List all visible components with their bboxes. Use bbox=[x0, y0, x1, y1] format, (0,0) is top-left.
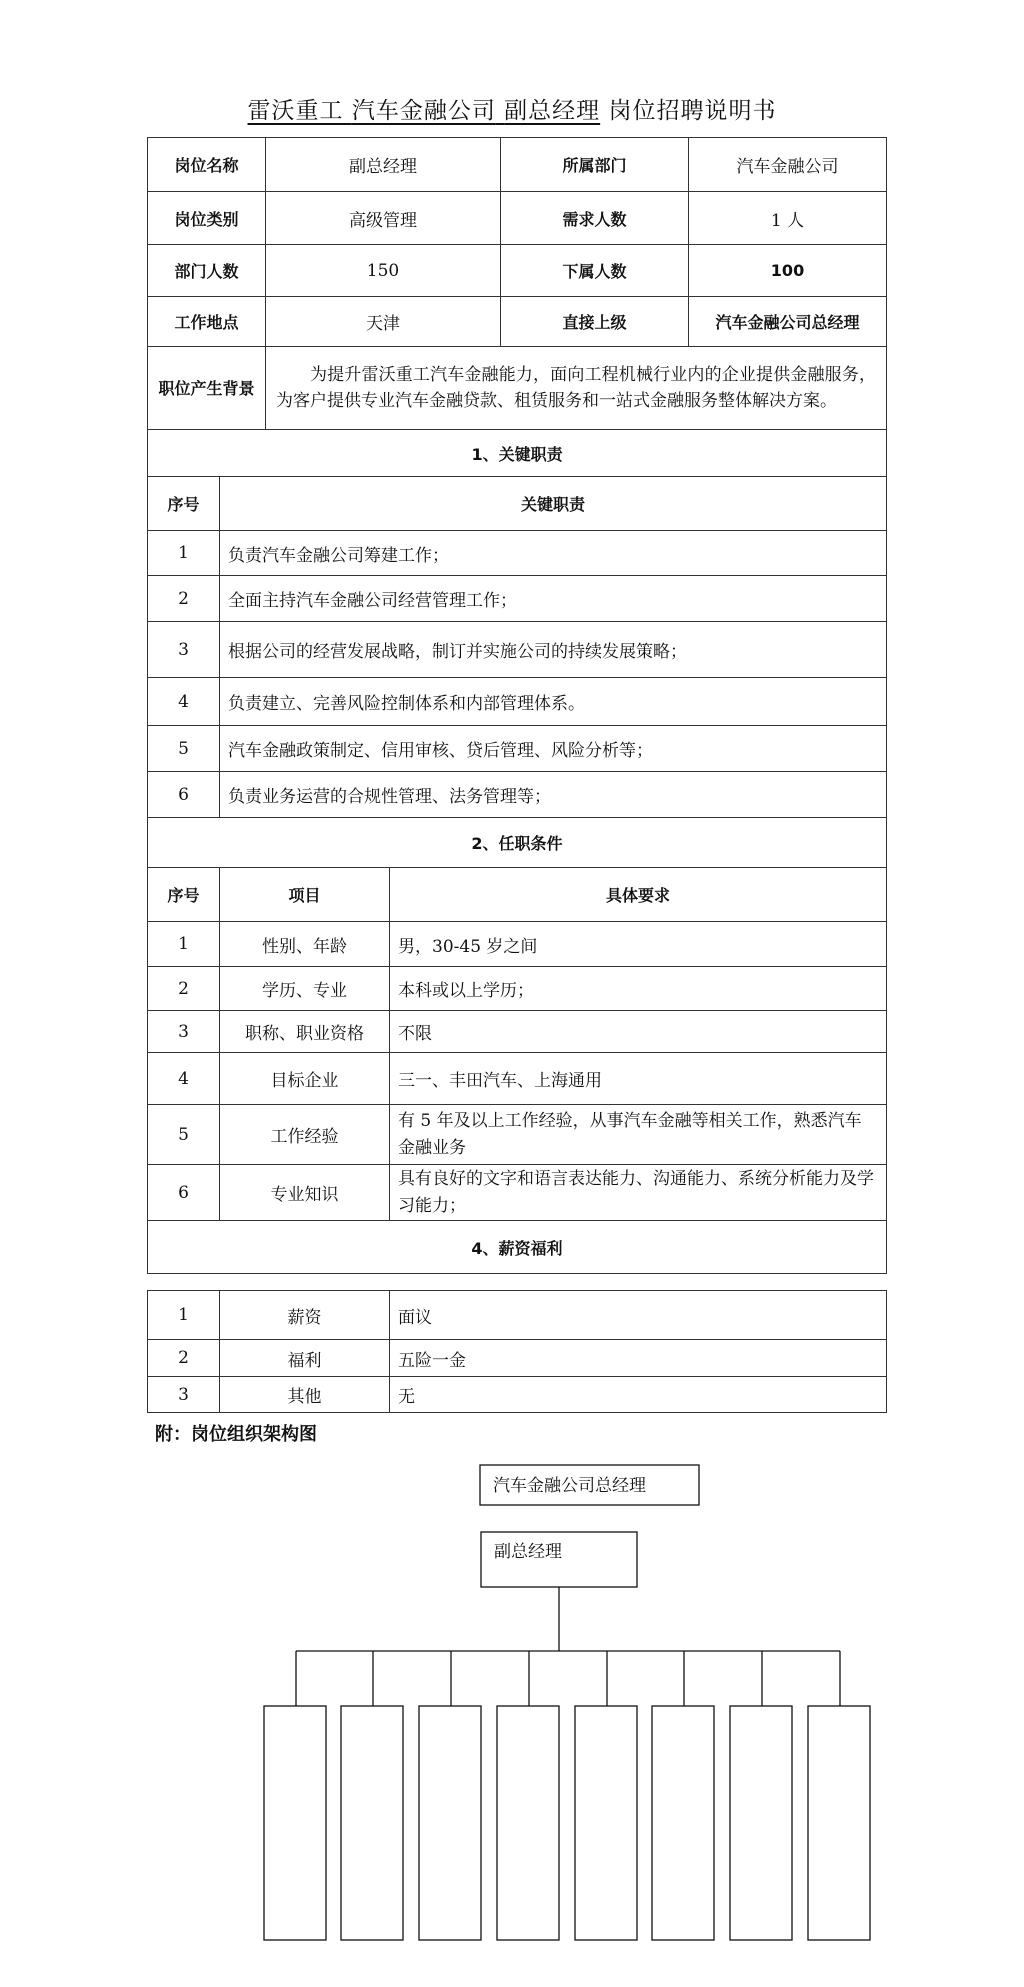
row-no: 6 bbox=[148, 1165, 220, 1221]
info-key: 下属人数 bbox=[501, 245, 689, 297]
title-position: 副总经理 bbox=[504, 98, 601, 124]
requirement-item: 目标企业 bbox=[220, 1053, 390, 1105]
info-value: 副总经理 bbox=[266, 138, 501, 192]
requirement-text: 三一、丰田汽车、上海通用 bbox=[390, 1053, 887, 1105]
subordinate-box bbox=[497, 1706, 559, 1940]
info-value: 高级管理 bbox=[266, 192, 501, 245]
requirement-text: 本科或以上学历； bbox=[390, 967, 887, 1011]
subordinate-box bbox=[419, 1706, 481, 1940]
info-key: 工作地点 bbox=[148, 297, 266, 347]
background-label: 职位产生背景 bbox=[148, 347, 266, 430]
row-no: 1 bbox=[148, 1291, 220, 1340]
info-value: 天津 bbox=[266, 297, 501, 347]
requirement-text: 有 5 年及以上工作经验，从事汽车金融等相关工作，熟悉汽车金融业务 bbox=[390, 1105, 887, 1165]
info-key: 需求人数 bbox=[501, 192, 689, 245]
benefit-value: 五险一金 bbox=[390, 1340, 887, 1377]
col-header-no: 序号 bbox=[148, 477, 220, 531]
row-no: 4 bbox=[148, 1053, 220, 1105]
row-no: 6 bbox=[148, 772, 220, 818]
background-text: 为提升雷沃重工汽车金融能力，面向工程机械行业内的企业提供金融服务，为客户提供专业汽车金融贷款、租赁服务和一站式金融服务整体解决方案。 bbox=[266, 347, 887, 430]
section2-title: 2、任职条件 bbox=[148, 818, 887, 868]
requirement-item: 学历、专业 bbox=[220, 967, 390, 1011]
subordinate-box bbox=[575, 1706, 637, 1940]
row-no: 5 bbox=[148, 726, 220, 772]
benefit-value: 面议 bbox=[390, 1291, 887, 1340]
col-header-duty: 关键职责 bbox=[220, 477, 887, 531]
row-no: 2 bbox=[148, 576, 220, 622]
benefit-item: 薪资 bbox=[220, 1291, 390, 1340]
row-no: 3 bbox=[148, 1011, 220, 1053]
info-value: 汽车金融公司 bbox=[689, 138, 887, 192]
row-no: 1 bbox=[148, 922, 220, 967]
duty-text: 全面主持汽车金融公司经营管理工作； bbox=[220, 576, 887, 622]
requirement-text: 不限 bbox=[390, 1011, 887, 1053]
info-value: 1 人 bbox=[689, 192, 887, 245]
duty-text: 负责汽车金融公司筹建工作； bbox=[220, 531, 887, 576]
subordinate-box bbox=[808, 1706, 870, 1940]
title-doc: 岗位招聘说明书 bbox=[608, 98, 777, 124]
title-company: 雷沃重工 bbox=[247, 98, 344, 124]
row-no: 4 bbox=[148, 678, 220, 726]
info-key: 直接上级 bbox=[501, 297, 689, 347]
requirement-text: 男，30-45 岁之间 bbox=[390, 922, 887, 967]
info-key: 岗位名称 bbox=[148, 138, 266, 192]
info-key: 部门人数 bbox=[148, 245, 266, 297]
duty-text: 根据公司的经营发展战略，制订并实施公司的持续发展策略； bbox=[220, 622, 887, 678]
requirement-item: 专业知识 bbox=[220, 1165, 390, 1221]
subordinate-box bbox=[264, 1706, 326, 1940]
row-no: 2 bbox=[148, 967, 220, 1011]
self-label: 副总经理 bbox=[494, 1542, 562, 1562]
benefit-item: 福利 bbox=[220, 1340, 390, 1377]
boss-label: 汽车金融公司总经理 bbox=[493, 1476, 646, 1496]
subordinate-box bbox=[341, 1706, 403, 1940]
row-no: 3 bbox=[148, 1377, 220, 1413]
requirement-item: 工作经验 bbox=[220, 1105, 390, 1165]
appendix-title: 附：岗位组织架构图 bbox=[155, 1424, 317, 1445]
info-value: 汽车金融公司总经理 bbox=[689, 297, 887, 347]
requirement-text: 具有良好的文字和语言表达能力、沟通能力、系统分析能力及学习能力； bbox=[390, 1165, 887, 1221]
row-no: 1 bbox=[148, 531, 220, 576]
col-header-no: 序号 bbox=[148, 868, 220, 922]
row-no: 2 bbox=[148, 1340, 220, 1377]
col-header-requirement: 具体要求 bbox=[390, 868, 887, 922]
section4-title: 4、薪资福利 bbox=[148, 1221, 887, 1274]
requirement-item: 职称、职业资格 bbox=[220, 1011, 390, 1053]
col-header-item: 项目 bbox=[220, 868, 390, 922]
row-no: 3 bbox=[148, 622, 220, 678]
row-no: 5 bbox=[148, 1105, 220, 1165]
info-value: 150 bbox=[266, 245, 501, 297]
benefit-item: 其他 bbox=[220, 1377, 390, 1413]
benefit-value: 无 bbox=[390, 1377, 887, 1413]
info-key: 岗位类别 bbox=[148, 192, 266, 245]
requirement-item: 性别、年龄 bbox=[220, 922, 390, 967]
subordinate-box bbox=[652, 1706, 714, 1940]
duty-text: 负责建立、完善风险控制体系和内部管理体系。 bbox=[220, 678, 887, 726]
section1-title: 1、关键职责 bbox=[148, 430, 887, 477]
info-value: 100 bbox=[689, 245, 887, 297]
duty-text: 负责业务运营的合规性管理、法务管理等； bbox=[220, 772, 887, 818]
duty-text: 汽车金融政策制定、信用审核、贷后管理、风险分析等； bbox=[220, 726, 887, 772]
subordinate-box bbox=[730, 1706, 792, 1940]
info-key: 所属部门 bbox=[501, 138, 689, 192]
title-department: 汽车金融公司 bbox=[351, 98, 496, 124]
